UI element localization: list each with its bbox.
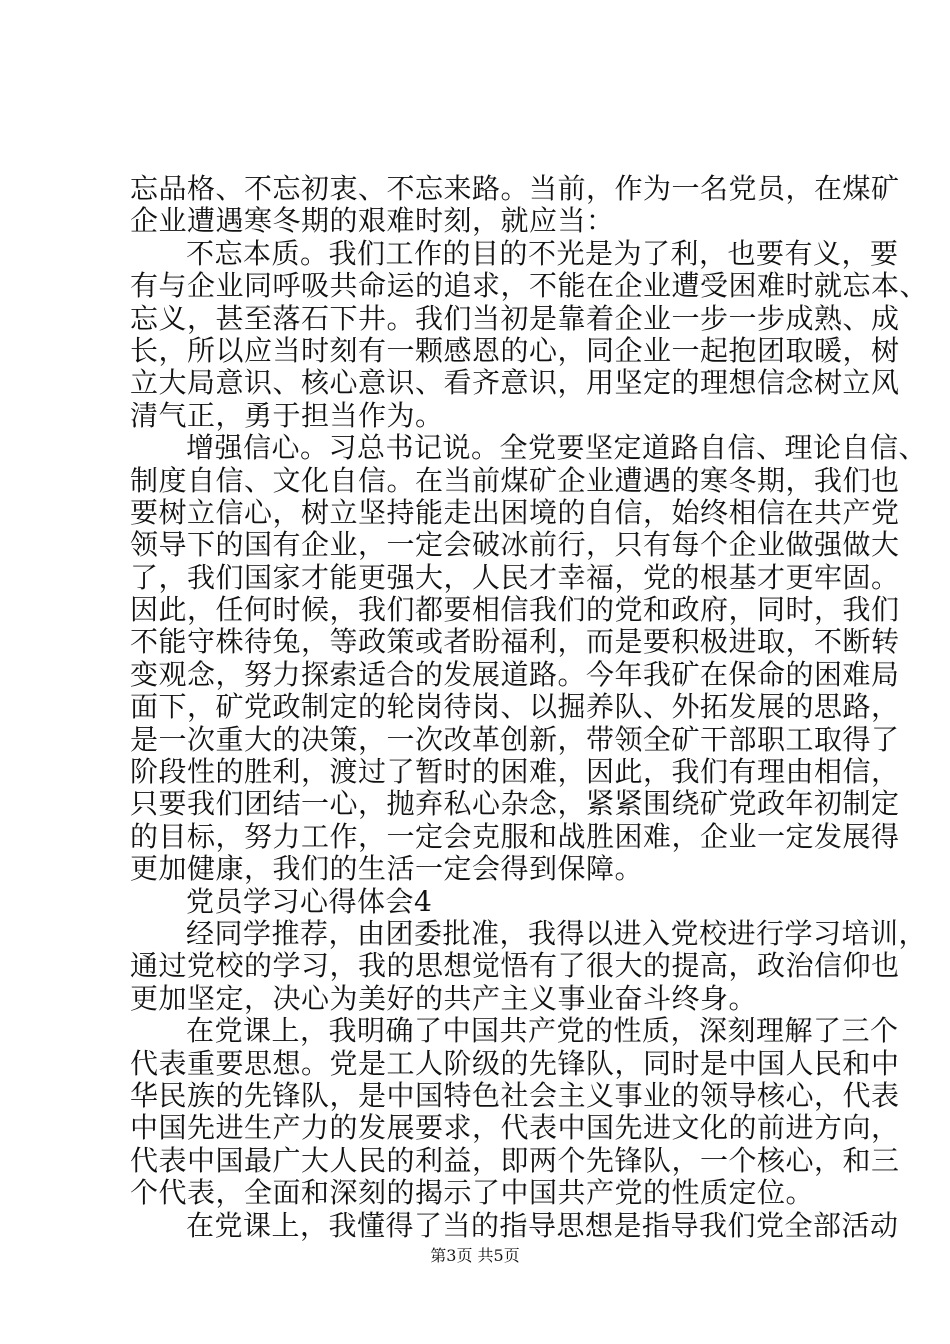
text-line: 忘品格、不忘初衷、不忘来路。当前，作为一名党员，在煤矿 [130,172,900,205]
text-line: 个代表，全面和深刻的揭示了中国共产党的性质定位。 [130,1176,815,1210]
text-line: 经同学推荐，由团委批准，我得以进入党校进行学习培训， [186,916,928,950]
text-line: 是一次重大的决策，一次改革创新，带领全矿干部职工取得了 [130,722,900,756]
text-line: 有与企业同呼吸共命运的追求，不能在企业遭受困难时就忘本、 [130,269,929,303]
text-line: 变观念，努力探索适合的发展道路。今年我矿在保命的困难局 [130,657,900,691]
text-line: 增强信心。习总书记说。全党要坚定道路自信、理论自信、 [186,431,928,465]
text-line: 清气正，勇于担当作为。 [130,398,444,432]
text-line: 立大局意识、核心意识、看齐意识，用坚定的理想信念树立风 [130,366,900,400]
text-line: 华民族的先锋队，是中国特色社会主义事业的领导核心，代表 [130,1078,900,1112]
page-number: 第3页 共5页 [430,1246,520,1265]
text-line: 更加坚定，决心为美好的共产主义事业奋斗终身。 [130,981,758,1015]
text-line: 阶段性的胜利，渡过了暂时的困难，因此，我们有理由相信， [130,755,900,789]
text-line: 忘义，甚至落石下井。我们当初是靠着企业一步一步成熟、成 [130,301,900,335]
text-line: 因此，任何时候，我们都要相信我们的党和政府，同时，我们 [130,593,900,627]
text-line: 不忘本质。我们工作的目的不光是为了利，也要有义，要 [186,236,899,270]
text-line: 了，我们国家才能更强大，人民才幸福，党的根基才更牢固。 [130,560,900,594]
text-line: 的目标，努力工作，一定会克服和战胜困难，企业一定发展得 [130,819,900,853]
text-line: 制度自信、文化自信。在当前煤矿企业遭遇的寒冬期，我们也 [130,463,900,497]
text-line: 不能守株待兔，等政策或者盼福利，而是要积极进取，不断转 [130,625,900,659]
text-line: 要树立信心，树立坚持能走出困境的自信，始终相信在共产党 [130,495,900,529]
text-line: 长，所以应当时刻有一颗感恩的心，同企业一起抱团取暖，树 [130,333,900,367]
text-line: 代表重要思想。党是工人阶级的先锋队，同时是中国人民和中 [130,1046,900,1080]
text-line: 在党课上，我明确了中国共产党的性质，深刻理解了三个 [186,1014,899,1048]
text-line: 只要我们团结一心，抛弃私心杂念，紧紧围绕矿党政年初制定 [130,787,900,821]
text-line: 党员学习心得体会4 [186,884,433,918]
text-line: 通过党校的学习，我的思想觉悟有了很大的提高，政治信仰也 [130,949,900,983]
text-line: 面下，矿党政制定的轮岗待岗、以掘养队、外拓发展的思路， [130,690,900,724]
text-line: 企业遭遇寒冬期的艰难时刻，就应当： [130,204,615,238]
text-line: 更加健康，我们的生活一定会得到保障。 [130,852,644,886]
text-line: 在党课上，我懂得了当的指导思想是指导我们党全部活动 [186,1208,899,1242]
text-line: 代表中国最广大人民的利益，即两个先锋队，一个核心，和三 [130,1143,900,1177]
document-body [130,172,929,1242]
text-line: 中国先进生产力的发展要求，代表中国先进文化的前进方向， [130,1111,900,1145]
text-line: 领导下的国有企业，一定会破冰前行，只有每个企业做强做大 [130,528,900,562]
